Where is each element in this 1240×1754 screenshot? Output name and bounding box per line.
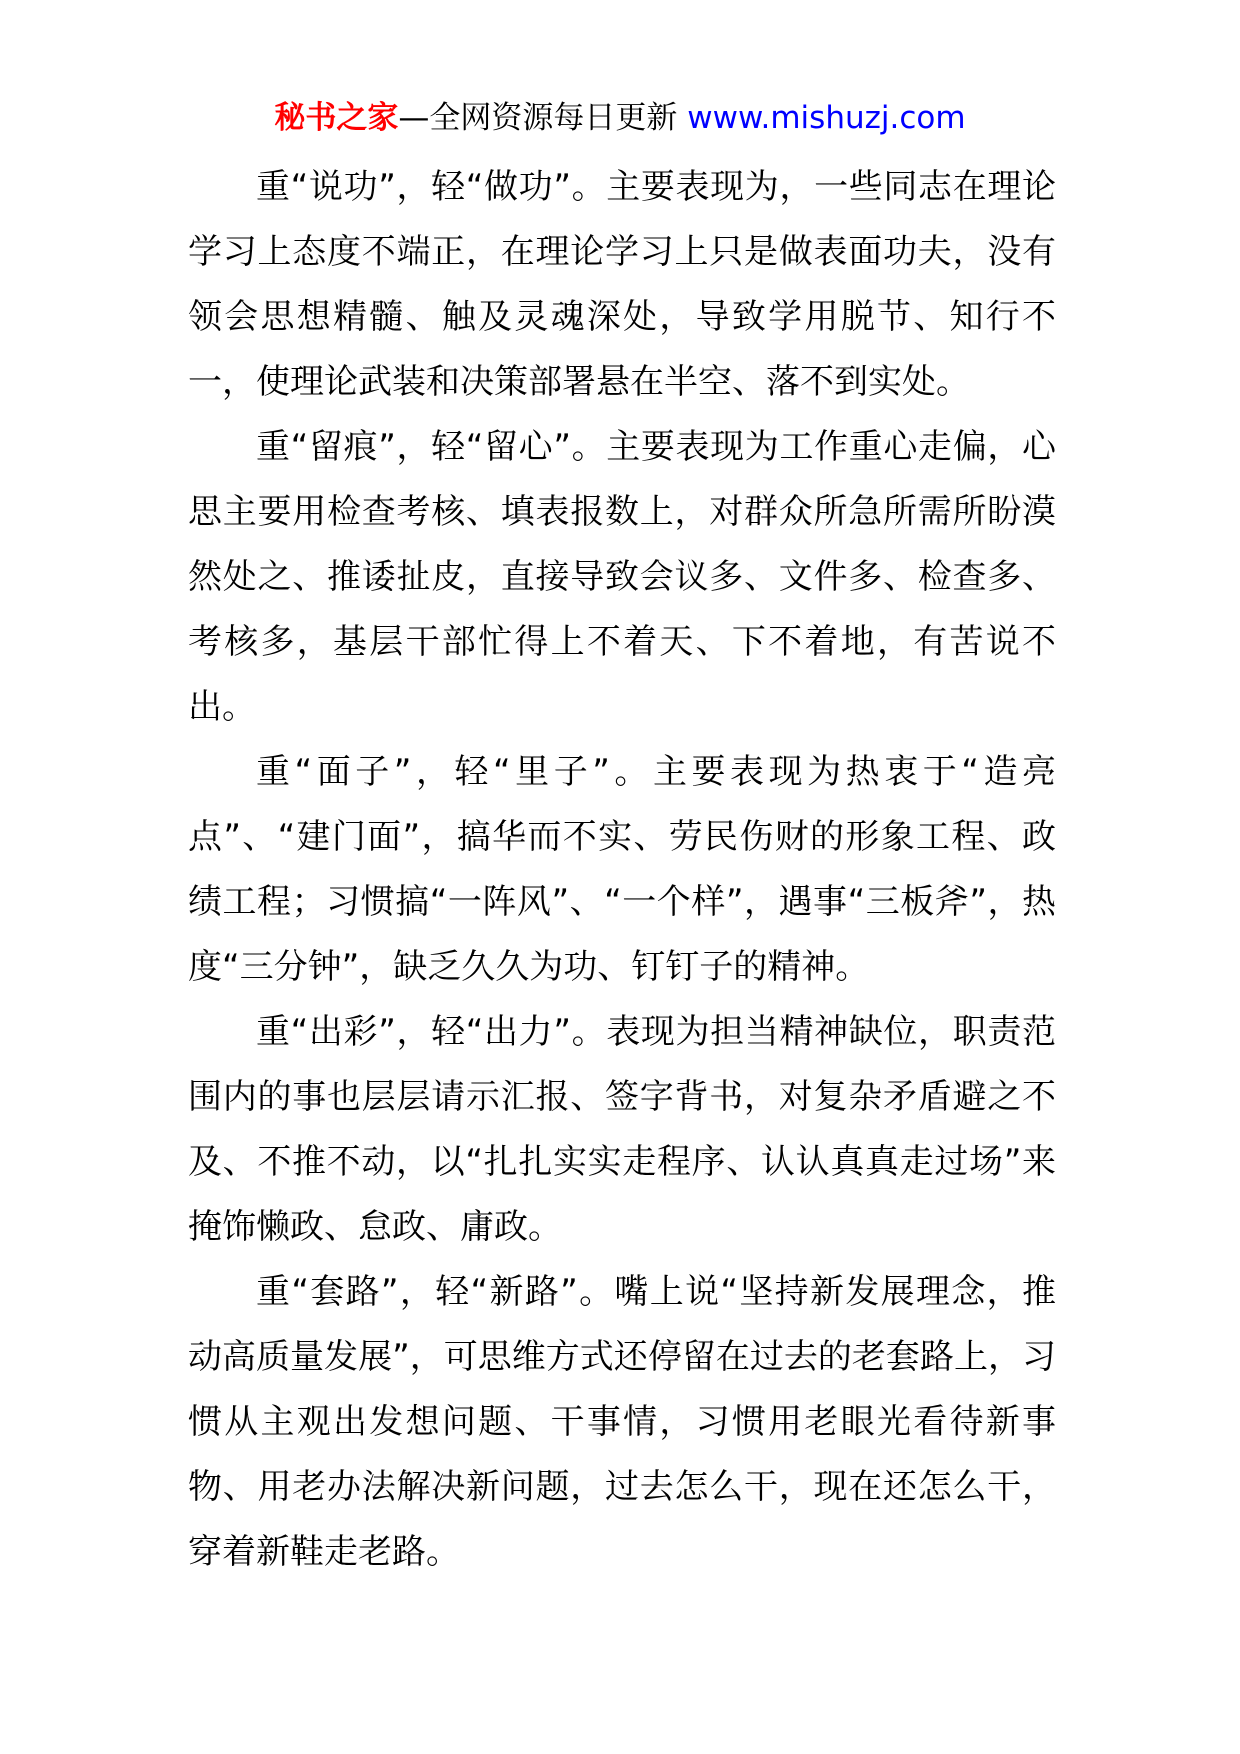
brand-name: 秘书之家 [274,100,399,136]
paragraph-1: 重“说功”，轻“做功”。主要表现为，一些同志在理论学习上态度不端正，在理论学习上只是做表面功夫，没有领会思想精髓、触及灵魂深处，导致学用脱节、知行不一，使理论武装和决策部署悬在半空、落不到实处。 [188,167,1056,402]
document-body [188,155,1056,1585]
paragraph-5: 重“套路”，轻“新路”。嘴上说“坚持新发展理念，推动高质量发展”，可思维方式还停留在过去的老套路上，习惯从主观出发想问题、干事情，习惯用老眼光看待新事物、用老办法解决新问题，过去怎么干，现在还怎么干，穿着新鞋走老路。 [188,1272,1056,1572]
page-header [0,98,1240,138]
paragraph-2: 重“留痕”，轻“留心”。主要表现为工作重心走偏，心思主要用检查考核、填表报数上，对群众所急所需所盼漠然处之、推诿扯皮，直接导致会议多、文件多、检查多、考核多，基层干部忙得上不着天、下不着地，有苦说不出。 [188,427,1056,727]
site-url-link[interactable]: www.mishuzj.com [687,100,966,136]
paragraph-3: 重“面子”，轻“里子”。主要表现为热衷于“造亮点”、“建门面”，搞华而不实、劳民伤财的形象工程、政绩工程；习惯搞“一阵风”、“一个样”，遇事“三板斧”，热度“三分钟”，缺乏久久为功、钉钉子的精神。 [188,752,1056,987]
paragraph-4: 重“出彩”，轻“出力”。表现为担当精神缺位，职责范围内的事也层层请示汇报、签字背书，对复杂矛盾避之不及、不推不动，以“扎扎实实走程序、认认真真走过场”来掩饰懒政、怠政、庸政。 [188,1012,1056,1247]
header-tagline: —全网资源每日更新 [398,100,678,136]
